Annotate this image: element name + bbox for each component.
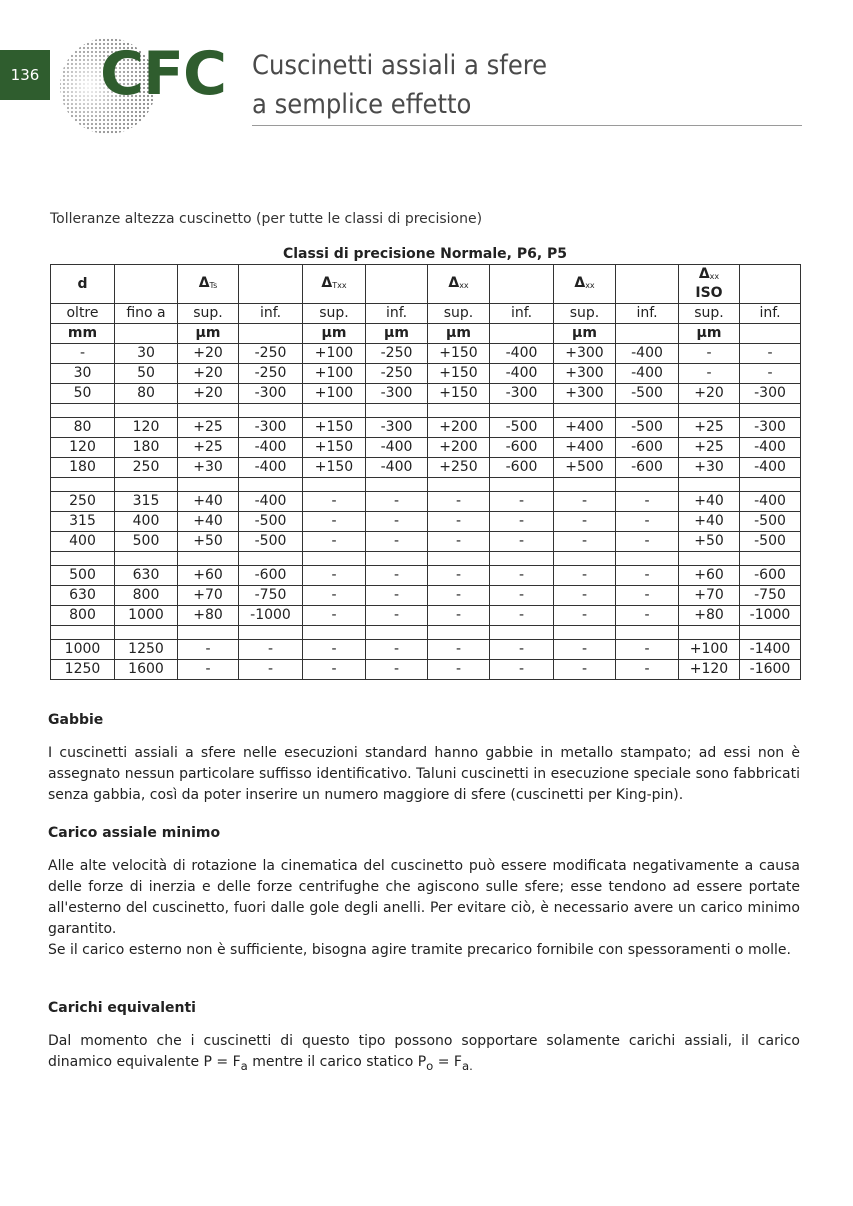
table-cell: -300 — [740, 384, 801, 404]
table-cell: 250 — [115, 458, 178, 478]
table-cell: µm — [679, 324, 740, 344]
table-cell: 180 — [115, 438, 178, 458]
table-cell: - — [616, 660, 679, 680]
table-cell: +80 — [178, 606, 239, 626]
table-cell: - — [554, 532, 616, 552]
table-cell — [178, 478, 239, 492]
table-cell — [554, 404, 616, 418]
table-cell — [239, 404, 303, 418]
header-empty — [239, 265, 303, 304]
table-cell: - — [303, 492, 366, 512]
table-separator-row — [51, 552, 801, 566]
table-cell: sup. — [554, 304, 616, 324]
table-cell: +150 — [428, 384, 490, 404]
table-cell: -1000 — [239, 606, 303, 626]
table-cell: 50 — [115, 364, 178, 384]
table-cell: -400 — [366, 458, 428, 478]
table-cell: -300 — [366, 384, 428, 404]
table-cell — [366, 552, 428, 566]
table-cell: -400 — [239, 492, 303, 512]
table-cell: sup. — [178, 304, 239, 324]
table-cell: -300 — [366, 418, 428, 438]
table-caption: Tolleranze altezza cuscinetto (per tutte le classi di precisione) — [50, 211, 483, 227]
table-row — [51, 418, 801, 438]
table-cell: -600 — [616, 458, 679, 478]
table-cell: -250 — [366, 344, 428, 364]
table-cell: - — [490, 532, 554, 552]
table-cell: -1400 — [740, 640, 801, 660]
table-cell: - — [239, 640, 303, 660]
table-cell — [428, 552, 490, 566]
table-cell: µm — [554, 324, 616, 344]
table-cell: - — [616, 586, 679, 606]
table-cell: - — [428, 566, 490, 586]
table-cell — [740, 626, 801, 640]
table-cell: +250 — [428, 458, 490, 478]
table-cell: +20 — [679, 384, 740, 404]
table-cell: -600 — [490, 458, 554, 478]
table-cell: +150 — [303, 458, 366, 478]
table-cell: +80 — [679, 606, 740, 626]
table-cell: sup. — [303, 304, 366, 324]
table-cell: -750 — [740, 586, 801, 606]
table-cell — [490, 626, 554, 640]
header-empty — [115, 265, 178, 304]
table-cell: - — [366, 586, 428, 606]
tolerance-table — [50, 264, 801, 680]
table-cell: +60 — [178, 566, 239, 586]
table-cell — [740, 404, 801, 418]
header-empty — [366, 265, 428, 304]
table-cell: - — [554, 586, 616, 606]
table-cell — [115, 324, 178, 344]
table-cell: -500 — [616, 384, 679, 404]
table-cell — [616, 552, 679, 566]
table-cell: +25 — [178, 438, 239, 458]
table-cell: 1600 — [115, 660, 178, 680]
table-cell — [740, 478, 801, 492]
table-cell: - — [428, 492, 490, 512]
table-cell: 500 — [51, 566, 115, 586]
table-cell: - — [616, 532, 679, 552]
table-cell: - — [428, 606, 490, 626]
table-cell: +40 — [178, 492, 239, 512]
table-cell: +70 — [679, 586, 740, 606]
table-cell: 400 — [115, 512, 178, 532]
table-cell — [554, 626, 616, 640]
table-cell: +30 — [178, 458, 239, 478]
table-cell: +25 — [679, 418, 740, 438]
table-cell: -400 — [366, 438, 428, 458]
table-cell: - — [428, 532, 490, 552]
table-cell — [679, 626, 740, 640]
table-cell: - — [490, 640, 554, 660]
table-cell: +150 — [428, 364, 490, 384]
table-cell: - — [303, 586, 366, 606]
table-cell: - — [679, 344, 740, 364]
table-row — [51, 606, 801, 626]
table-cell — [239, 626, 303, 640]
table-cell — [366, 404, 428, 418]
table-cell: 180 — [51, 458, 115, 478]
table-cell: sup. — [679, 304, 740, 324]
table-cell — [616, 478, 679, 492]
table-cell: -500 — [490, 418, 554, 438]
table-cell: 315 — [115, 492, 178, 512]
table-cell — [616, 626, 679, 640]
table-cell: - — [490, 492, 554, 512]
table-cell — [51, 626, 115, 640]
table-cell — [554, 478, 616, 492]
page-title-line2: a semplice effetto — [252, 89, 472, 120]
table-cell: -500 — [616, 418, 679, 438]
table-cell: -600 — [490, 438, 554, 458]
table-cell: 50 — [51, 384, 115, 404]
table-cell: - — [303, 566, 366, 586]
table-cell: - — [366, 606, 428, 626]
table-cell: µm — [303, 324, 366, 344]
table-cell: +400 — [554, 438, 616, 458]
table-cell: 120 — [115, 418, 178, 438]
table-row — [51, 344, 801, 364]
table-title: Classi di precisione Normale, P6, P5 — [282, 246, 568, 262]
table-cell: -400 — [239, 458, 303, 478]
table-cell: -500 — [239, 512, 303, 532]
table-cell: +150 — [428, 344, 490, 364]
table-cell: 800 — [51, 606, 115, 626]
table-cell: 1250 — [115, 640, 178, 660]
table-cell: - — [366, 492, 428, 512]
table-cell: +40 — [679, 512, 740, 532]
table-cell — [51, 404, 115, 418]
table-cell: - — [366, 566, 428, 586]
table-cell: - — [303, 640, 366, 660]
table-cell: 30 — [115, 344, 178, 364]
page-number: 136 — [10, 66, 40, 84]
table-cell — [740, 552, 801, 566]
table-cell: +25 — [178, 418, 239, 438]
table-cell: +300 — [554, 364, 616, 384]
table-cell: +50 — [178, 532, 239, 552]
table-cell: - — [490, 566, 554, 586]
table-cell: - — [554, 660, 616, 680]
table-cell — [428, 626, 490, 640]
table-cell: - — [554, 566, 616, 586]
table-cell: 630 — [51, 586, 115, 606]
table-subheader-row — [51, 304, 801, 324]
table-cell — [490, 552, 554, 566]
table-cell: +100 — [303, 344, 366, 364]
page-title-line1: Cuscinetti assiali a sfere — [252, 50, 548, 81]
table-cell: +100 — [303, 364, 366, 384]
table-cell: +30 — [679, 458, 740, 478]
section-carico-minimo — [48, 823, 800, 961]
table-cell: +25 — [679, 438, 740, 458]
table-cell — [115, 552, 178, 566]
table-cell: +20 — [178, 384, 239, 404]
section-heading: Carico assiale minimo — [48, 825, 221, 841]
header-delta-xx-iso: $\Delta_{xx}$ ISO — [679, 265, 740, 304]
table-cell: - — [303, 532, 366, 552]
table-cell: -250 — [239, 364, 303, 384]
table-separator-row — [51, 404, 801, 418]
page-number-tab — [0, 50, 50, 100]
table-cell: 315 — [51, 512, 115, 532]
table-cell: - — [366, 512, 428, 532]
table-cell: -300 — [740, 418, 801, 438]
table-cell — [239, 478, 303, 492]
table-cell: - — [679, 364, 740, 384]
table-cell — [178, 404, 239, 418]
title-divider — [252, 125, 802, 126]
table-row — [51, 566, 801, 586]
table-cell — [178, 626, 239, 640]
table-cell — [239, 324, 303, 344]
table-cell: µm — [178, 324, 239, 344]
table-cell: -300 — [239, 384, 303, 404]
table-cell: -250 — [239, 344, 303, 364]
table-cell: 800 — [115, 586, 178, 606]
table-cell: +150 — [303, 418, 366, 438]
table-cell: +50 — [679, 532, 740, 552]
table-cell: - — [490, 606, 554, 626]
table-cell — [554, 552, 616, 566]
table-cell: 1000 — [115, 606, 178, 626]
table-cell: - — [554, 512, 616, 532]
table-cell: µm — [366, 324, 428, 344]
table-cell — [115, 626, 178, 640]
table-cell: -600 — [740, 566, 801, 586]
table-cell: 400 — [51, 532, 115, 552]
table-cell — [616, 324, 679, 344]
table-cell: 1250 — [51, 660, 115, 680]
table-cell: - — [554, 640, 616, 660]
table-units-row — [51, 324, 801, 344]
table-cell: +200 — [428, 418, 490, 438]
table-cell: - — [366, 640, 428, 660]
table-cell — [303, 626, 366, 640]
table-cell: -300 — [239, 418, 303, 438]
table-cell: -600 — [616, 438, 679, 458]
section-gabbie — [48, 710, 800, 806]
table-cell: -400 — [740, 492, 801, 512]
table-cell: -500 — [239, 532, 303, 552]
header-delta-txx: $\Delta_{Txx}$ — [303, 265, 366, 304]
table-cell — [366, 626, 428, 640]
table-cell — [239, 552, 303, 566]
header-d: d — [51, 265, 115, 304]
table-cell: 80 — [115, 384, 178, 404]
table-cell: -400 — [239, 438, 303, 458]
table-cell: sup. — [428, 304, 490, 324]
table-cell: -500 — [740, 512, 801, 532]
table-separator-row — [51, 478, 801, 492]
table-cell: - — [616, 606, 679, 626]
table-cell: - — [490, 660, 554, 680]
header-empty — [616, 265, 679, 304]
section-heading: Gabbie — [48, 712, 104, 728]
table-cell: oltre — [51, 304, 115, 324]
table-cell: +120 — [679, 660, 740, 680]
table-cell: +40 — [679, 492, 740, 512]
table-cell: - — [178, 640, 239, 660]
table-cell: inf. — [366, 304, 428, 324]
table-cell: - — [366, 532, 428, 552]
table-cell: -400 — [740, 458, 801, 478]
table-cell — [303, 478, 366, 492]
table-cell: inf. — [616, 304, 679, 324]
table-cell: inf. — [490, 304, 554, 324]
table-cell: +200 — [428, 438, 490, 458]
table-row — [51, 364, 801, 384]
table-cell: - — [490, 586, 554, 606]
section-body: Alle alte velocità di rotazione la cinematica del cuscinetto può essere modificata negativamente a causa delle forze di inerzia e delle forze centrifughe che agiscono sulle sfere; esse tendono ad essere portate all'esterno del cuscinetto, fuori dalle gole degli anelli. Per evitare ciò, è necessario avere un carico minimo garantito. — [48, 858, 800, 937]
table-cell: 1000 — [51, 640, 115, 660]
table-cell — [679, 404, 740, 418]
table-cell — [679, 552, 740, 566]
table-cell: - — [490, 512, 554, 532]
table-row — [51, 384, 801, 404]
table-cell: 250 — [51, 492, 115, 512]
section-body: Dal momento che i cuscinetti di questo tipo possono sopportare solamente carichi assiali, il carico dinamico equivalente $P = F_a$ mentre il carico statico $P_o = F_{a.}$ — [48, 1033, 800, 1073]
table-cell: - — [303, 606, 366, 626]
table-cell: - — [428, 512, 490, 532]
table-cell: +300 — [554, 344, 616, 364]
table-cell: -1000 — [740, 606, 801, 626]
table-cell: - — [366, 660, 428, 680]
table-cell: +20 — [178, 344, 239, 364]
table-cell: +150 — [303, 438, 366, 458]
table-cell — [303, 404, 366, 418]
table-cell: 630 — [115, 566, 178, 586]
table-cell: -300 — [490, 384, 554, 404]
table-cell: - — [428, 586, 490, 606]
table-cell: mm — [51, 324, 115, 344]
table-cell: +100 — [679, 640, 740, 660]
header-delta-xx: $\Delta_{xx}$ — [428, 265, 490, 304]
section-carichi-equivalenti — [48, 998, 800, 1077]
table-cell: - — [554, 606, 616, 626]
table-cell: +300 — [554, 384, 616, 404]
table-cell: +60 — [679, 566, 740, 586]
table-cell — [366, 478, 428, 492]
table-cell: inf. — [239, 304, 303, 324]
table-cell: -400 — [616, 364, 679, 384]
table-cell: +20 — [178, 364, 239, 384]
table-cell: - — [178, 660, 239, 680]
table-cell: -600 — [239, 566, 303, 586]
table-cell: 30 — [51, 364, 115, 384]
table-cell: +400 — [554, 418, 616, 438]
table-cell: - — [51, 344, 115, 364]
table-cell: - — [740, 364, 801, 384]
table-cell: 500 — [115, 532, 178, 552]
table-cell: -400 — [616, 344, 679, 364]
table-cell — [115, 404, 178, 418]
header-delta-xx-2: $\Delta_{xx}$ — [554, 265, 616, 304]
table-cell: - — [554, 492, 616, 512]
table-cell: 120 — [51, 438, 115, 458]
header-empty — [740, 265, 801, 304]
table-cell — [303, 552, 366, 566]
table-cell: inf. — [740, 304, 801, 324]
table-cell — [428, 404, 490, 418]
header-empty — [490, 265, 554, 304]
table-cell — [490, 324, 554, 344]
table-cell — [115, 478, 178, 492]
table-cell: - — [428, 660, 490, 680]
table-row — [51, 532, 801, 552]
table-row — [51, 512, 801, 532]
table-row — [51, 640, 801, 660]
table-row — [51, 492, 801, 512]
table-cell — [490, 478, 554, 492]
table-cell: +40 — [178, 512, 239, 532]
table-cell: - — [428, 640, 490, 660]
page-title — [252, 46, 547, 124]
table-header-row — [51, 265, 801, 304]
table-cell — [616, 404, 679, 418]
header-delta-ts: $\Delta_{Ts}$ — [178, 265, 239, 304]
table-cell: - — [303, 660, 366, 680]
table-cell: -400 — [490, 344, 554, 364]
table-cell — [679, 478, 740, 492]
table-row — [51, 660, 801, 680]
table-cell: -750 — [239, 586, 303, 606]
table-cell: +500 — [554, 458, 616, 478]
table-cell — [490, 404, 554, 418]
table-cell: -1600 — [740, 660, 801, 680]
logo-text: CFC — [100, 39, 227, 109]
table-cell: -400 — [740, 438, 801, 458]
section-body: Se il carico esterno non è sufficiente, bisogna agire tramite precarico fornibile con spessoramenti o molle. — [48, 942, 791, 958]
table-cell: +100 — [303, 384, 366, 404]
table-cell: µm — [428, 324, 490, 344]
table-cell: fino a — [115, 304, 178, 324]
table-cell — [740, 324, 801, 344]
table-cell: - — [740, 344, 801, 364]
table-cell — [51, 478, 115, 492]
table-cell: +70 — [178, 586, 239, 606]
table-separator-row — [51, 626, 801, 640]
table-cell: - — [303, 512, 366, 532]
table-cell — [178, 552, 239, 566]
table-cell: 80 — [51, 418, 115, 438]
table-cell: - — [616, 566, 679, 586]
table-cell — [51, 552, 115, 566]
table-row — [51, 438, 801, 458]
table-cell — [428, 478, 490, 492]
table-cell: - — [616, 512, 679, 532]
section-body: I cuscinetti assiali a sfere nelle esecuzioni standard hanno gabbie in metallo stampato; ad essi non è assegnato nessun particolare suffisso identificativo. Taluni cuscinetti in esecuzione speciale sono fabbricati senza gabbia, così da poter inserire un numero maggiore di sfere (cuscinetti per King-pin). — [48, 745, 800, 803]
table-row — [51, 586, 801, 606]
table-cell: -250 — [366, 364, 428, 384]
table-row — [51, 458, 801, 478]
table-cell: -500 — [740, 532, 801, 552]
table-cell: - — [616, 492, 679, 512]
table-cell: - — [616, 640, 679, 660]
table-cell: -400 — [490, 364, 554, 384]
section-heading: Carichi equivalenti — [48, 1000, 196, 1016]
table-cell: - — [239, 660, 303, 680]
